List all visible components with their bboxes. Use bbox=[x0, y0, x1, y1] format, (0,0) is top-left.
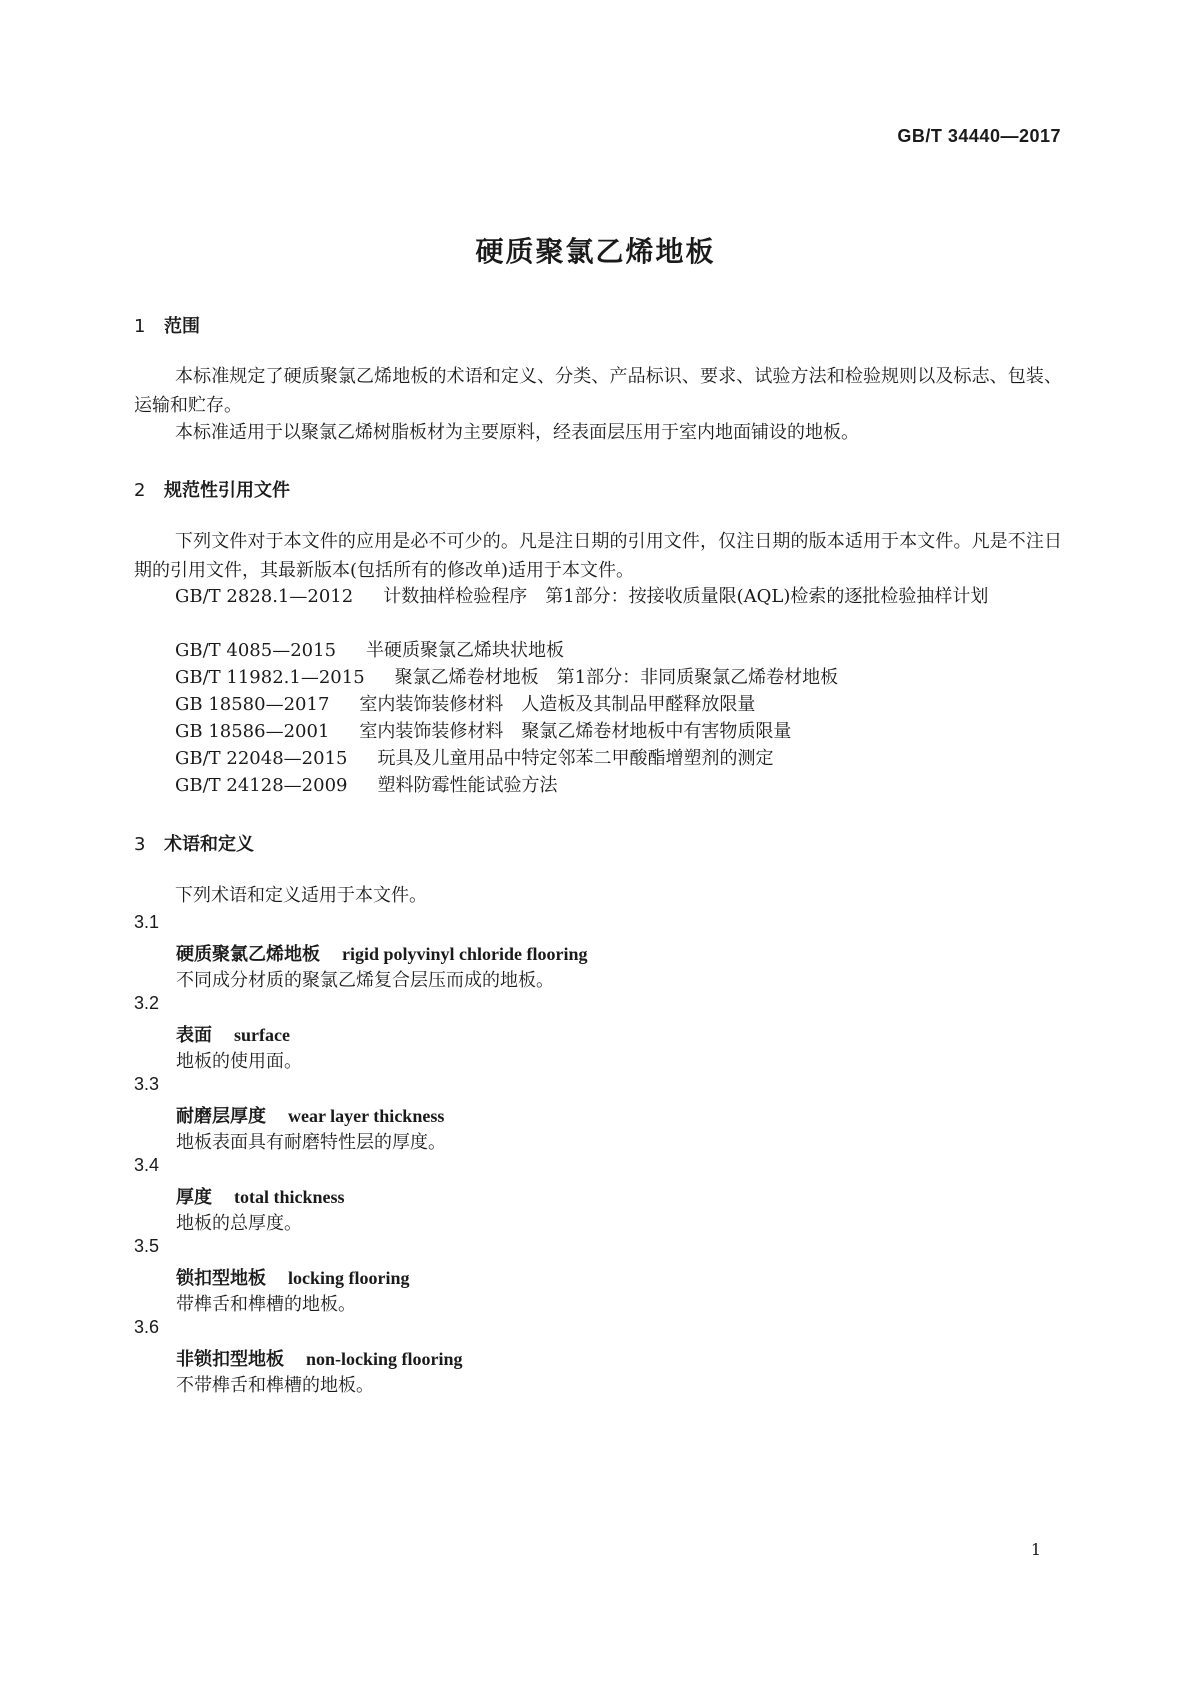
term-en: rigid polyvinyl chloride flooring bbox=[342, 944, 588, 964]
standard-code: GB/T 34440—2017 bbox=[897, 126, 1061, 146]
section-number: 2 bbox=[134, 480, 146, 501]
reference-title: 玩具及儿童用品中特定邻苯二甲酸酯增塑剂的测定 bbox=[377, 748, 774, 769]
term-definition: 不带榫舌和榫槽的地板。 bbox=[176, 1375, 374, 1396]
term-number: 3.2 bbox=[134, 993, 160, 1013]
reference-item bbox=[175, 663, 838, 692]
term-number: 3.4 bbox=[134, 1155, 160, 1175]
reference-title: 聚氯乙烯卷材地板 第1部分：非同质聚氯乙烯卷材地板 bbox=[394, 667, 839, 688]
section-3-heading bbox=[134, 830, 254, 856]
term-zh: 硬质聚氯乙烯地板 bbox=[176, 944, 320, 965]
section-1-heading bbox=[134, 312, 200, 338]
term-definition: 带榫舌和榫槽的地板。 bbox=[176, 1294, 356, 1315]
scope-paragraph-1: 本标准规定了硬质聚氯乙烯地板的术语和定义、分类、产品标识、要求、试验方法和检验规则以及标志、包装、运输和贮存。 bbox=[134, 366, 1062, 416]
section-2-heading bbox=[134, 476, 290, 502]
reference-title: 室内装饰装修材料 聚氯乙烯卷材地板中有害物质限量 bbox=[359, 721, 792, 742]
term-number: 3.3 bbox=[134, 1074, 160, 1094]
term-number: 3.6 bbox=[134, 1317, 160, 1337]
reference-code: GB/T 24128—2009 bbox=[175, 775, 348, 796]
term-heading bbox=[176, 1102, 444, 1128]
term-zh: 耐磨层厚度 bbox=[176, 1106, 266, 1127]
term-zh: 锁扣型地板 bbox=[176, 1268, 266, 1289]
term-heading bbox=[176, 940, 588, 966]
scope-paragraph-2: 本标准适用于以聚氯乙烯树脂板材为主要原料，经表面层压用于室内地面铺设的地板。 bbox=[175, 422, 859, 443]
reference-item bbox=[175, 744, 773, 773]
page-number: 1 bbox=[1030, 1540, 1041, 1559]
reference-code: GB/T 22048—2015 bbox=[175, 748, 348, 769]
term-definition: 地板表面具有耐磨特性层的厚度。 bbox=[176, 1132, 446, 1153]
term-en: locking flooring bbox=[288, 1268, 410, 1288]
reference-title: 半硬质聚氯乙烯块状地板 bbox=[366, 640, 565, 661]
reference-title: 室内装饰装修材料 人造板及其制品甲醛释放限量 bbox=[359, 694, 756, 715]
term-heading bbox=[176, 1021, 290, 1047]
section-title: 范围 bbox=[164, 316, 200, 337]
reference-item bbox=[175, 690, 755, 719]
term-heading bbox=[176, 1345, 463, 1371]
term-en: non-locking flooring bbox=[306, 1349, 463, 1369]
reference-code: GB/T 11982.1—2015 bbox=[175, 667, 365, 688]
term-heading bbox=[176, 1183, 345, 1209]
reference-code: GB 18580—2017 bbox=[175, 694, 330, 715]
reference-item bbox=[175, 771, 557, 800]
term-zh: 厚度 bbox=[176, 1187, 212, 1208]
term-en: total thickness bbox=[234, 1187, 345, 1207]
reference-item bbox=[175, 717, 791, 746]
reference-code: GB 18586—2001 bbox=[175, 721, 330, 742]
reference-title: 计数抽样检验程序 第1部分：按接收质量限(AQL)检索的逐批检验抽样计划 bbox=[383, 586, 989, 607]
reference-title: 塑料防霉性能试验方法 bbox=[377, 775, 558, 796]
term-definition: 地板的总厚度。 bbox=[176, 1213, 302, 1234]
term-heading bbox=[176, 1264, 410, 1290]
term-zh: 非锁扣型地板 bbox=[176, 1349, 284, 1370]
section-number: 1 bbox=[134, 316, 146, 337]
reference-item bbox=[134, 582, 1062, 611]
term-en: surface bbox=[234, 1025, 290, 1045]
reference-code: GB/T 4085—2015 bbox=[175, 640, 337, 661]
section-number: 3 bbox=[134, 834, 146, 855]
section-title: 规范性引用文件 bbox=[164, 480, 290, 501]
terms-intro: 下列术语和定义适用于本文件。 bbox=[175, 885, 427, 906]
term-en: wear layer thickness bbox=[288, 1106, 445, 1126]
reference-item bbox=[175, 636, 564, 665]
references-intro: 下列文件对于本文件的应用是必不可少的。凡是注日期的引用文件，仅注日期的版本适用于本文件。凡是不注日期的引用文件，其最新版本(包括所有的修改单)适用于本文件。 bbox=[134, 531, 1062, 581]
term-zh: 表面 bbox=[176, 1025, 212, 1046]
section-title: 术语和定义 bbox=[164, 834, 254, 855]
reference-code: GB/T 2828.1—2012 bbox=[175, 586, 354, 607]
term-definition: 不同成分材质的聚氯乙烯复合层压而成的地板。 bbox=[176, 970, 554, 991]
document-title: 硬质聚氯乙烯地板 bbox=[475, 235, 716, 268]
term-number: 3.1 bbox=[134, 912, 160, 932]
term-number: 3.5 bbox=[134, 1236, 160, 1256]
term-definition: 地板的使用面。 bbox=[176, 1051, 302, 1072]
